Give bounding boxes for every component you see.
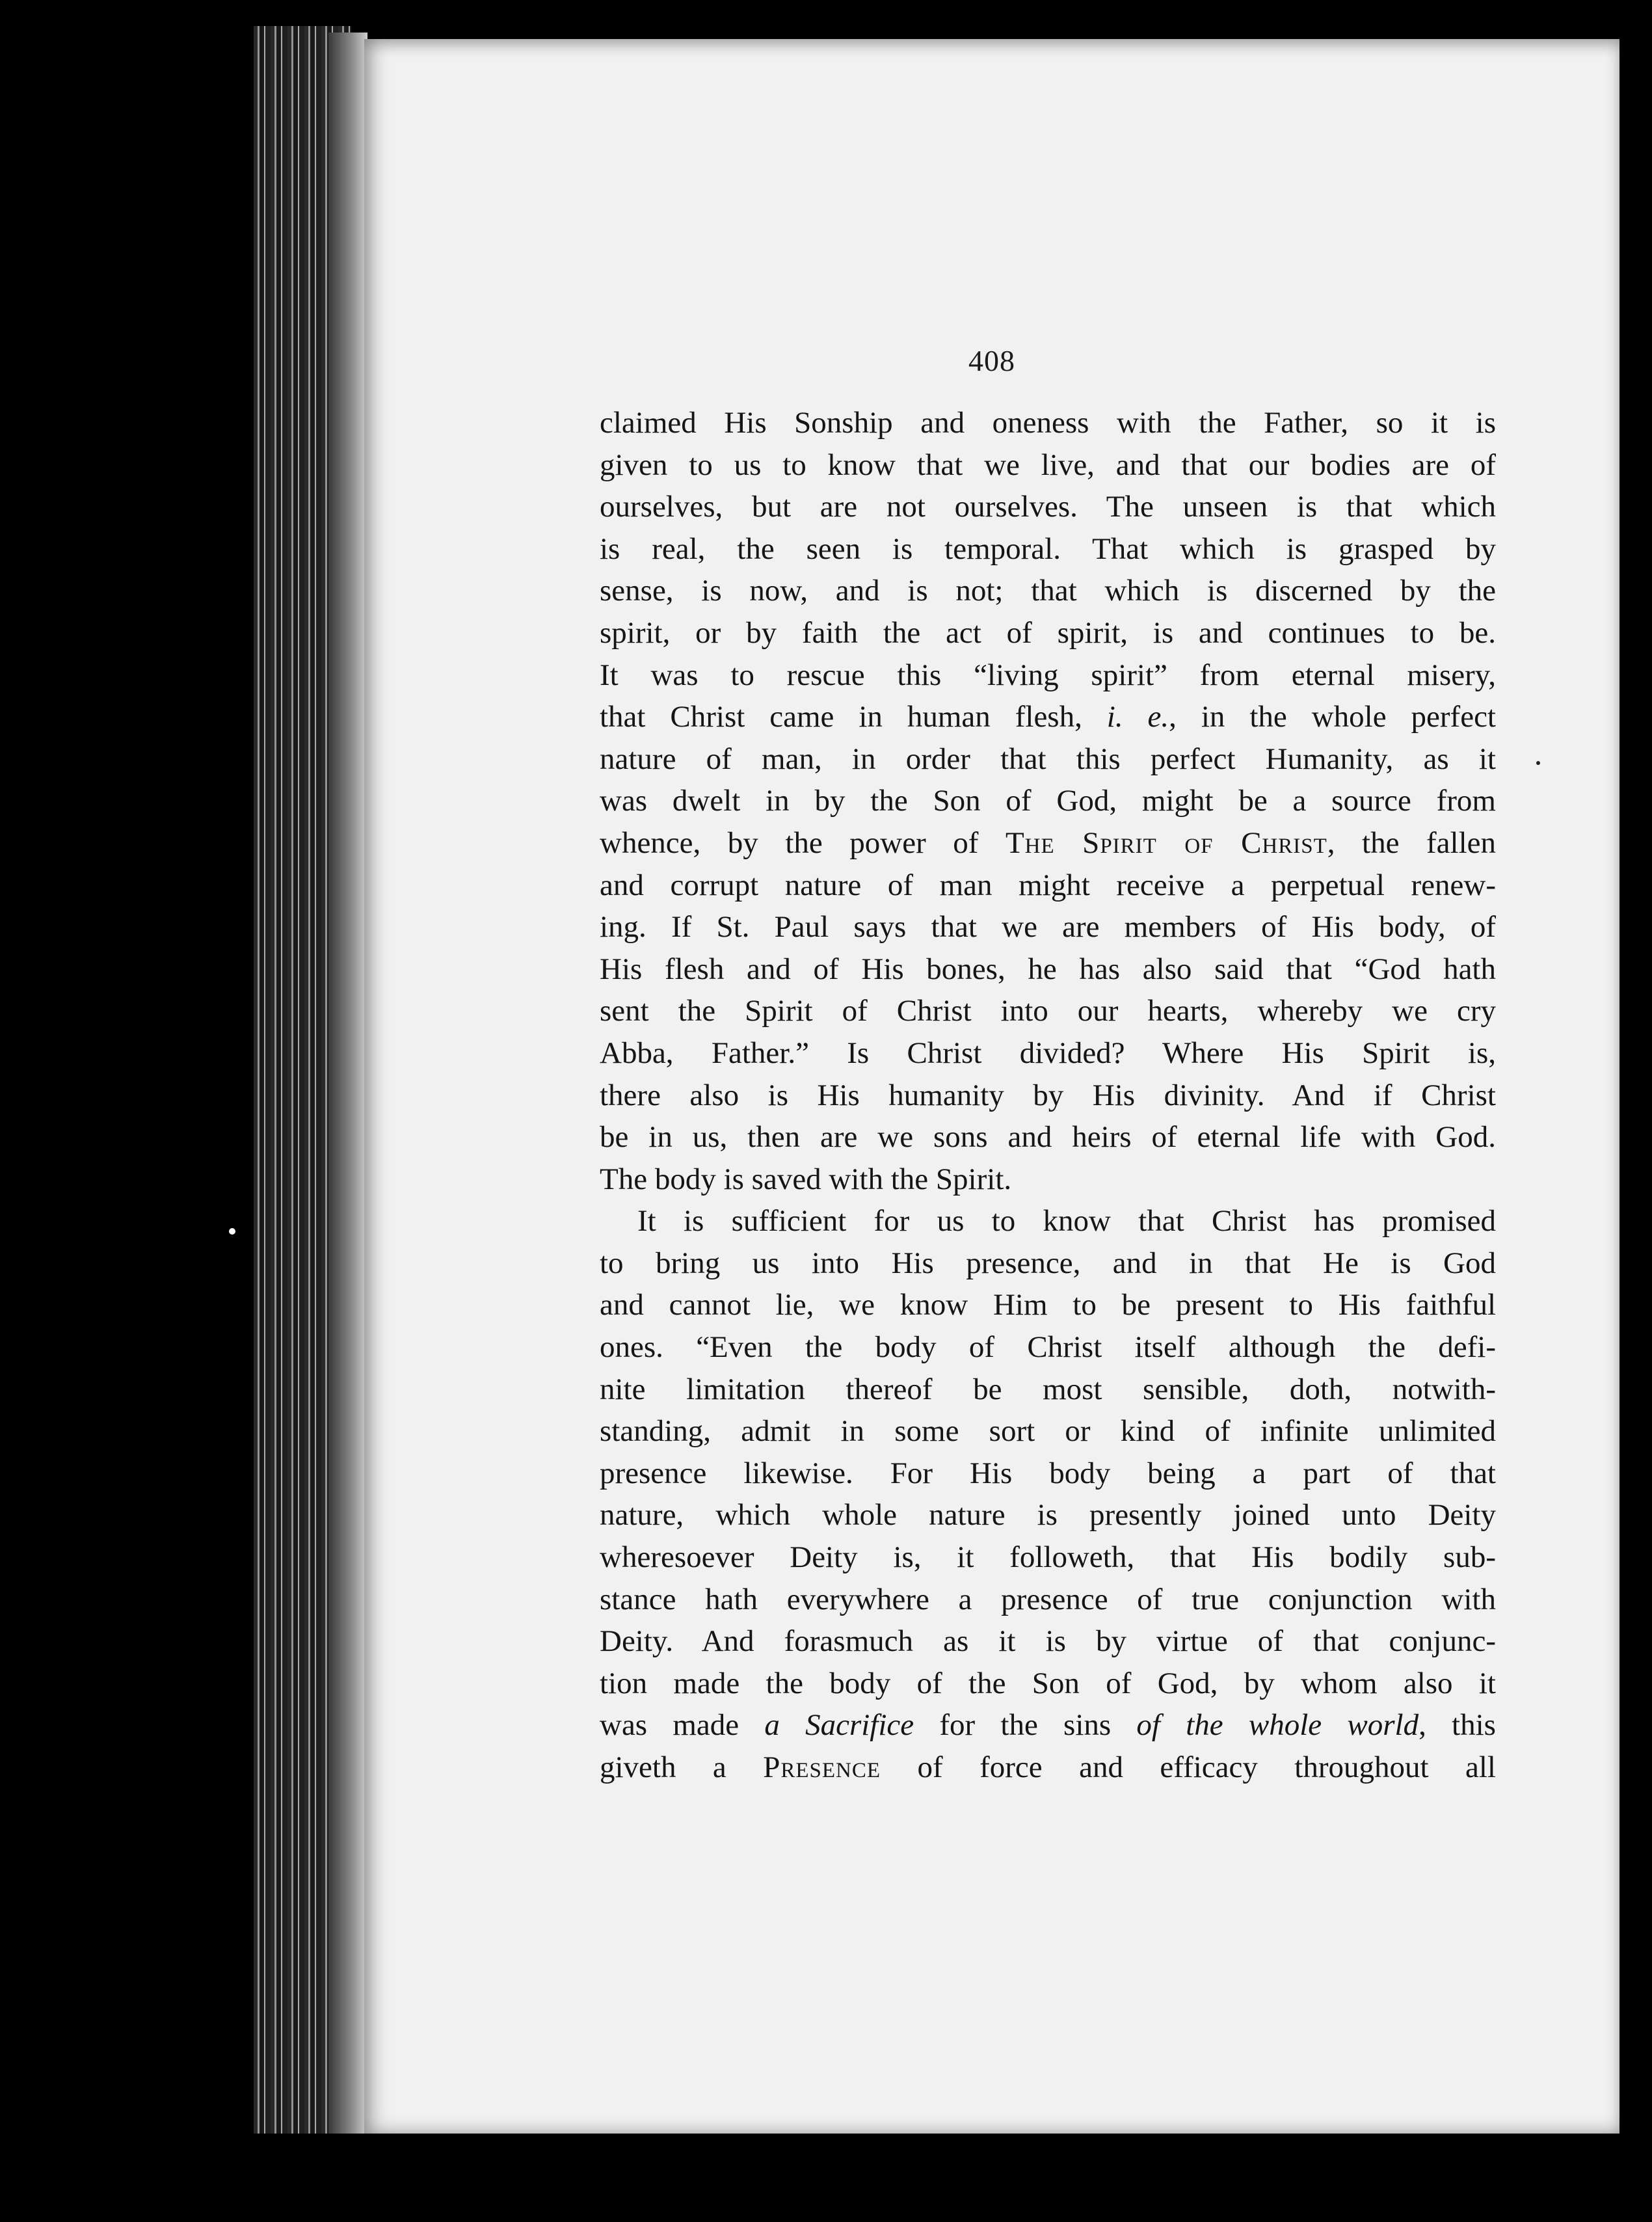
text-line: spirit, or by faith the act of spirit, is and continues to be. bbox=[600, 615, 1496, 650]
text-line: tion made the body of the Son of God, by whom also it bbox=[600, 1666, 1496, 1700]
text-line: is real, the seen is temporal. That which is grasped by bbox=[600, 531, 1496, 566]
text-line: It was to rescue this “living spirit” from eternal misery, bbox=[600, 658, 1496, 692]
text-line: whence, by the power of The Spirit of Christ, the fallen bbox=[600, 825, 1496, 860]
text-line: sense, is now, and is not; that which is discerned by the bbox=[600, 574, 1496, 608]
italic-text: of the whole world bbox=[1136, 1708, 1419, 1743]
text-line: nite limitation thereof be most sensible, doth, notwith- bbox=[600, 1372, 1496, 1406]
body-text bbox=[600, 402, 1496, 1789]
scan-speck bbox=[1536, 761, 1540, 765]
text-line: to bring us into His presence, and in that He is God bbox=[600, 1246, 1496, 1280]
paragraph-start-line: It is sufficient for us to know that Christ has promised bbox=[637, 1204, 1496, 1238]
small-caps-text: Presence bbox=[763, 1750, 881, 1784]
text-line: and corrupt nature of man might receive a perpetual renew- bbox=[600, 868, 1496, 902]
text-line: and cannot lie, we know Him to be present to His faithful bbox=[600, 1288, 1496, 1322]
text-line: ones. “Even the body of Christ itself although the defi- bbox=[600, 1330, 1496, 1365]
text-line: claimed His Sonship and oneness with the Father, so it is bbox=[600, 406, 1496, 440]
text-line: be in us, then are we sons and heirs of eternal life with God. bbox=[600, 1120, 1496, 1155]
text-line: nature, which whole nature is presently joined unto Deity bbox=[600, 1498, 1496, 1533]
text-line: was made a Sacrifice for the sins of the whole world, this bbox=[600, 1708, 1496, 1743]
text-line: giveth a Presence of force and efficacy throughout all bbox=[600, 1750, 1496, 1784]
scan-speck bbox=[229, 1228, 235, 1235]
text-line: His flesh and of His bones, he has also said that “God hath bbox=[600, 952, 1496, 986]
text-line: given to us to know that we live, and that our bodies are of bbox=[600, 448, 1496, 482]
text-line: Deity. And forasmuch as it is by virtue of that conjunc- bbox=[600, 1624, 1496, 1659]
text-line: Abba, Father.” Is Christ divided? Where His Spirit is, bbox=[600, 1036, 1496, 1070]
text-line: that Christ came in human flesh, i. e., in the whole perfect bbox=[600, 700, 1496, 734]
page-number: 408 bbox=[968, 344, 1015, 377]
text-line: was dwelt in by the Son of God, might be a source from bbox=[600, 784, 1496, 818]
text-line: stance hath everywhere a presence of true conjunction with bbox=[600, 1582, 1496, 1616]
text-line: wheresoever Deity is, it followeth, that His bodily sub- bbox=[600, 1540, 1496, 1575]
text-line: there also is His humanity by His divinity. And if Christ bbox=[600, 1078, 1496, 1112]
italic-text: i. e. bbox=[1106, 700, 1169, 734]
text-line: ourselves, but are not ourselves. The unseen is that which bbox=[600, 490, 1496, 524]
text-line: standing, admit in some sort or kind of infinite unlimited bbox=[600, 1414, 1496, 1449]
small-caps-text: The Spirit of Christ bbox=[1005, 825, 1327, 860]
text-line: nature of man, in order that this perfect Humanity, as it bbox=[600, 742, 1496, 776]
text-line: presence likewise. For His body being a part of that bbox=[600, 1456, 1496, 1490]
italic-text: a Sacrifice bbox=[764, 1708, 914, 1743]
text-line: sent the Spirit of Christ into our hearts, whereby we cry bbox=[600, 994, 1496, 1028]
text-line: ing. If St. Paul says that we are members of His body, of bbox=[600, 910, 1496, 944]
gutter-shadow bbox=[328, 33, 367, 2134]
text-line: The body is saved with the Spirit. bbox=[600, 1162, 1012, 1196]
